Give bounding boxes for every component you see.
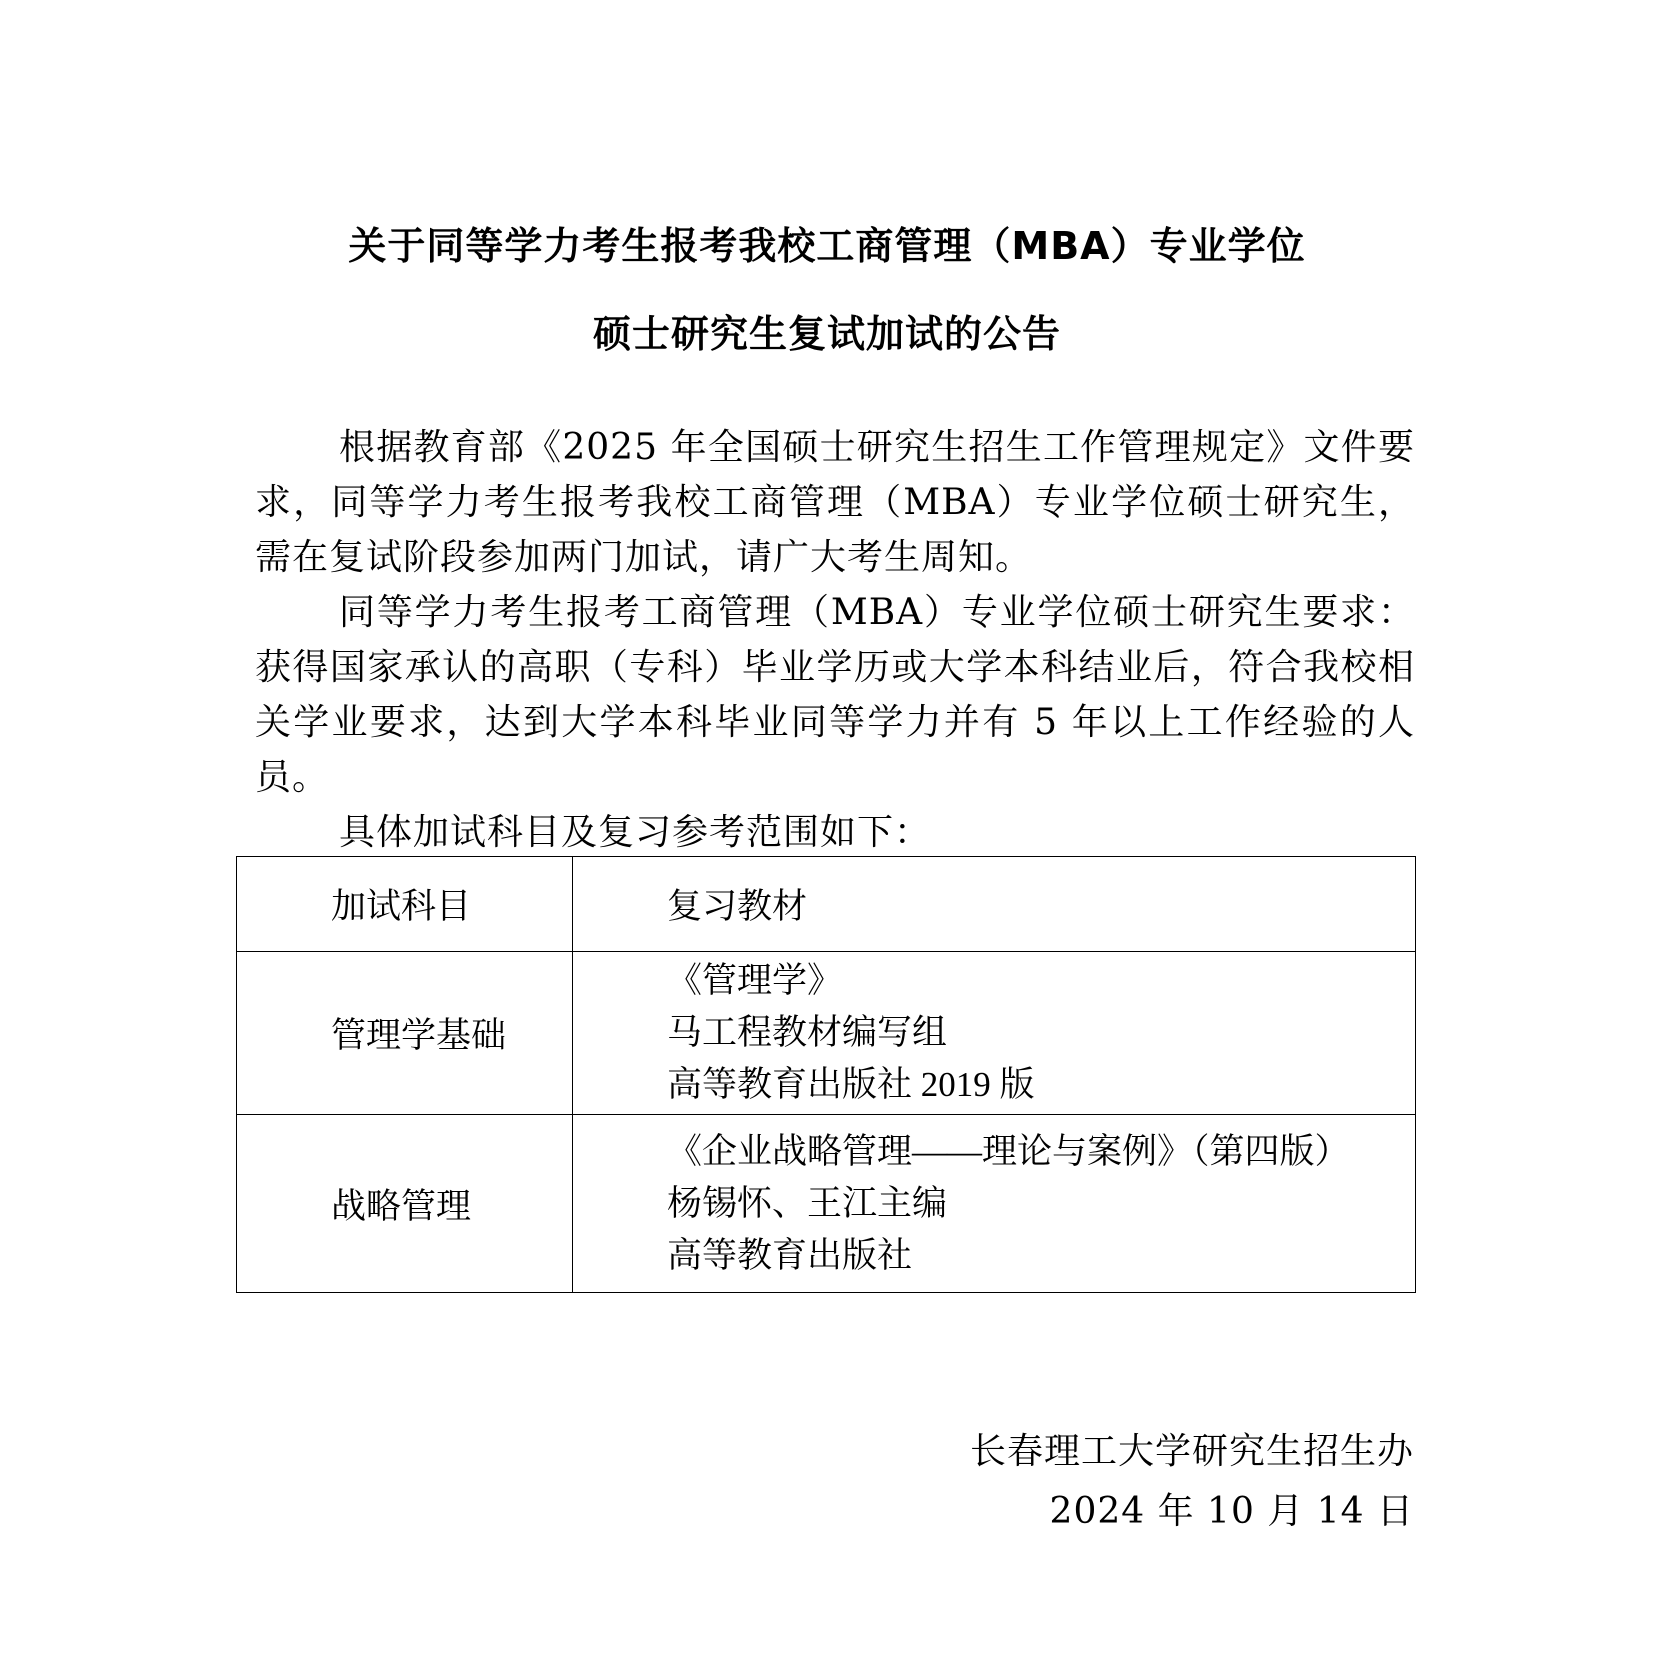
table-row bbox=[237, 952, 1416, 1115]
book-author: 马工程教材编写组 bbox=[667, 1013, 948, 1052]
table-header-row bbox=[237, 857, 1416, 952]
header-subject: 加试科目 bbox=[237, 857, 573, 952]
book-title: 《管理学》 bbox=[667, 961, 843, 1000]
books-cell bbox=[573, 1115, 1416, 1293]
notice-title-line-2: 硕士研究生复试加试的公告 bbox=[592, 312, 1061, 356]
subject-cell: 管理学基础 bbox=[237, 952, 573, 1115]
book-publisher: 高等教育出版社 2019 版 bbox=[667, 1065, 1035, 1104]
signature-date: 2024 年 10 月 14 日 bbox=[1049, 1491, 1414, 1532]
book-publisher: 高等教育出版社 bbox=[667, 1235, 913, 1275]
paragraph-table-lead: 具体加试科目及复习参考范围如下： bbox=[339, 812, 932, 853]
book-author: 杨锡怀、王江主编 bbox=[667, 1183, 948, 1223]
book-title: 《企业战略管理——理论与案例》（第四版） bbox=[667, 1131, 1350, 1171]
notice-title-line-1: 关于同等学力考生报考我校工商管理（MBA）专业学位 bbox=[348, 224, 1306, 268]
header-books: 复习教材 bbox=[573, 857, 1416, 952]
subject-cell: 战略管理 bbox=[237, 1115, 573, 1293]
table-row bbox=[237, 1115, 1416, 1293]
paragraph-intro: 根据教育部《2025 年全国硕士研究生招生工作管理规定》文件要求，同等学力考生报考我校工商管理（MBA）专业学位硕士研究生，需在复试阶段参加两门加试，请广大考生周知。 bbox=[255, 427, 1415, 578]
paragraph-requirements: 同等学力考生报考工商管理（MBA）专业学位硕士研究生要求：获得国家承认的高职（专科）毕业学历或大学本科结业后，符合我校相关学业要求，达到大学本科毕业同等学力并有 5 年以上工作经验的人员。 bbox=[255, 592, 1415, 798]
books-cell bbox=[573, 952, 1416, 1115]
signature-organization: 长春理工大学研究生招生办 bbox=[969, 1431, 1414, 1472]
exam-subjects-table bbox=[236, 856, 1416, 1293]
